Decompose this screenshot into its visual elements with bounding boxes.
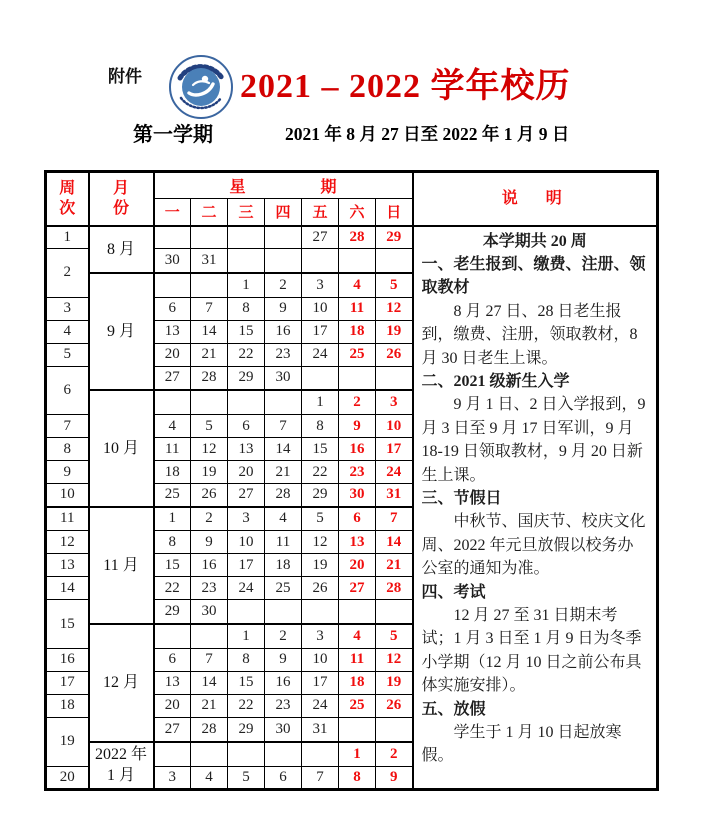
date-cell: 24 (376, 461, 413, 484)
date-cell: 5 (376, 624, 413, 648)
date-cell: 2 (265, 273, 302, 297)
date-cell: 16 (339, 438, 376, 461)
date-cell: 18 (154, 461, 191, 484)
date-cell: 20 (154, 343, 191, 366)
college-emblem-icon (168, 54, 234, 120)
date-cell: 18 (265, 554, 302, 577)
date-cell: 9 (376, 766, 413, 789)
date-cell: 14 (191, 320, 228, 343)
weekday-label: 四 (265, 199, 302, 226)
date-cell: 24 (228, 577, 265, 600)
date-cell: 2 (265, 624, 302, 648)
date-cell: 29 (228, 366, 265, 390)
semester-label: 第一学期 (133, 124, 213, 146)
date-cell (339, 600, 376, 624)
date-cell: 2 (191, 507, 228, 531)
date-cell (191, 390, 228, 414)
date-cell: 24 (302, 694, 339, 717)
week-number-cell: 15 (46, 600, 89, 649)
date-cell: 23 (265, 694, 302, 717)
date-cell: 10 (376, 415, 413, 438)
week-number-cell: 17 (46, 671, 89, 694)
date-cell: 28 (376, 577, 413, 600)
date-cell: 23 (191, 577, 228, 600)
month-cell (89, 273, 154, 391)
date-cell: 6 (154, 648, 191, 671)
date-cell: 29 (228, 717, 265, 741)
date-cell (228, 226, 265, 249)
date-cell: 4 (191, 766, 228, 789)
date-cell: 8 (339, 766, 376, 789)
date-cell: 27 (228, 484, 265, 507)
date-cell: 15 (228, 671, 265, 694)
date-cell: 21 (265, 461, 302, 484)
week-number-cell: 6 (46, 366, 89, 415)
date-cell: 4 (154, 415, 191, 438)
date-cell (154, 624, 191, 648)
date-cell: 13 (154, 320, 191, 343)
date-cell: 22 (302, 461, 339, 484)
date-cell: 28 (191, 366, 228, 390)
date-cell: 11 (265, 531, 302, 554)
weekday-group-header (154, 172, 413, 199)
date-cell: 26 (191, 484, 228, 507)
date-cell: 8 (228, 648, 265, 671)
weekday-label: 二 (191, 199, 228, 226)
date-cell: 18 (339, 320, 376, 343)
date-cell: 29 (154, 600, 191, 624)
date-cell: 11 (154, 438, 191, 461)
date-cell: 20 (154, 694, 191, 717)
notes-title: 本学期共 20 周 (482, 232, 587, 250)
date-cell (265, 249, 302, 273)
date-cell: 6 (154, 297, 191, 320)
note-section-heading: 二、2021 级新生入学 (421, 372, 570, 390)
date-cell: 1 (302, 390, 339, 414)
date-cell: 7 (376, 507, 413, 531)
month-cell-line: 8 月 (106, 240, 135, 258)
date-cell: 25 (265, 577, 302, 600)
date-cell: 17 (376, 438, 413, 461)
week-number-cell: 9 (46, 461, 89, 484)
week-number-cell: 4 (46, 320, 89, 343)
date-cell (376, 717, 413, 741)
date-cell: 14 (191, 671, 228, 694)
date-cell: 19 (302, 554, 339, 577)
date-cell (191, 273, 228, 297)
date-cell: 26 (302, 577, 339, 600)
date-cell: 21 (191, 343, 228, 366)
date-cell: 30 (339, 484, 376, 507)
date-cell: 29 (302, 484, 339, 507)
week-number-cell: 18 (46, 694, 89, 717)
date-cell: 27 (154, 717, 191, 741)
date-cell (339, 366, 376, 390)
date-cell: 28 (339, 226, 376, 249)
date-cell: 9 (265, 297, 302, 320)
date-cell: 19 (376, 671, 413, 694)
date-cell: 28 (191, 717, 228, 741)
notes-header: 说 明 (413, 172, 658, 226)
week-number-cell: 5 (46, 343, 89, 366)
weekday-label: 五 (302, 199, 339, 226)
month-cell-line: 2022 年 (94, 746, 147, 764)
week-number-cell: 2 (46, 249, 89, 298)
date-cell: 15 (228, 320, 265, 343)
week-number-cell: 8 (46, 438, 89, 461)
week-number-cell: 11 (46, 507, 89, 531)
month-header (89, 172, 154, 226)
note-section-body: 8 月 27 日、28 日老生报到，缴费、注册，领取教材，8 月 30 日老生上课。 (421, 302, 638, 367)
notes-content (422, 230, 649, 788)
date-cell: 3 (302, 624, 339, 648)
date-cell: 15 (302, 438, 339, 461)
semester-date-range: 2021 年 8 月 27 日至 2022 年 1 月 9 日 (285, 124, 570, 144)
date-cell: 18 (339, 671, 376, 694)
week-number-cell: 1 (46, 226, 89, 249)
date-cell: 17 (228, 554, 265, 577)
month-cell (89, 226, 154, 273)
calendar-row (46, 226, 658, 249)
date-cell: 4 (339, 624, 376, 648)
date-cell: 3 (302, 273, 339, 297)
month-cell (89, 390, 154, 506)
date-cell: 27 (154, 366, 191, 390)
date-cell (191, 624, 228, 648)
week-number-cell: 20 (46, 766, 89, 789)
month-cell (89, 507, 154, 625)
date-cell: 12 (302, 531, 339, 554)
date-cell (376, 366, 413, 390)
week-number-cell: 12 (46, 531, 89, 554)
week-number-cell: 3 (46, 297, 89, 320)
date-cell: 20 (228, 461, 265, 484)
calendar-table (44, 170, 659, 791)
date-cell: 1 (154, 507, 191, 531)
date-cell: 23 (265, 343, 302, 366)
date-cell (154, 742, 191, 766)
date-cell: 11 (339, 297, 376, 320)
weekday-label: 三 (228, 199, 265, 226)
date-cell (302, 600, 339, 624)
date-cell: 2 (376, 742, 413, 766)
note-section-heading: 三、节假日 (421, 489, 502, 507)
date-cell: 11 (339, 648, 376, 671)
date-cell: 7 (191, 648, 228, 671)
date-cell: 8 (302, 415, 339, 438)
date-cell: 1 (228, 624, 265, 648)
date-cell: 3 (228, 507, 265, 531)
note-section-body: 中秋节、国庆节、校庆文化周、2022 年元旦放假以校务办公室的通知为准。 (421, 513, 646, 578)
date-cell: 4 (339, 273, 376, 297)
date-cell: 5 (302, 507, 339, 531)
date-cell: 13 (154, 671, 191, 694)
week-number-cell: 10 (46, 484, 89, 507)
weekday-group-char: 星 (229, 179, 246, 196)
date-cell: 16 (191, 554, 228, 577)
month-cell (89, 742, 154, 789)
date-cell: 6 (228, 415, 265, 438)
date-cell: 12 (376, 648, 413, 671)
attachment-label: 附件 (108, 67, 142, 86)
date-cell: 22 (228, 694, 265, 717)
date-cell: 1 (228, 273, 265, 297)
note-section-heading: 五、放假 (421, 700, 486, 718)
date-cell: 13 (339, 531, 376, 554)
date-cell: 22 (228, 343, 265, 366)
date-cell: 12 (376, 297, 413, 320)
date-cell (376, 249, 413, 273)
date-cell: 21 (376, 554, 413, 577)
date-cell: 10 (302, 648, 339, 671)
date-cell (228, 600, 265, 624)
note-section-body: 9 月 1 日、2 日入学报到，9 月 3 日至 9 月 17 日军训，9 月 18-19 日领取教材，9 月 20 日新生上课。 (421, 396, 646, 484)
date-cell: 30 (191, 600, 228, 624)
date-cell (228, 249, 265, 273)
date-cell (302, 249, 339, 273)
date-cell: 9 (191, 531, 228, 554)
date-cell: 17 (302, 671, 339, 694)
date-cell (376, 600, 413, 624)
date-cell (228, 742, 265, 766)
date-cell: 1 (339, 742, 376, 766)
month-cell-line: 9 月 (106, 323, 135, 341)
date-cell: 5 (191, 415, 228, 438)
date-cell: 3 (154, 766, 191, 789)
date-cell: 19 (191, 461, 228, 484)
date-cell (302, 366, 339, 390)
date-cell: 24 (302, 343, 339, 366)
date-cell: 12 (191, 438, 228, 461)
week-number-cell: 13 (46, 554, 89, 577)
date-cell: 25 (339, 343, 376, 366)
date-cell: 4 (265, 507, 302, 531)
month-header-line: 份 (112, 199, 129, 217)
date-cell (265, 742, 302, 766)
date-cell: 20 (339, 554, 376, 577)
month-cell-line: 1 月 (106, 767, 135, 785)
date-cell (154, 390, 191, 414)
date-cell: 31 (191, 249, 228, 273)
date-cell (154, 273, 191, 297)
note-section-heading: 一、老生报到、缴费、注册、领取教材 (421, 255, 646, 297)
date-cell: 22 (154, 577, 191, 600)
date-cell: 30 (265, 717, 302, 741)
note-section-body: 12 月 27 至 31 日期末考试；1 月 3 日至 1 月 9 日为冬季小学期（12 月 10 日之前公布具体实施安排）。 (421, 607, 642, 695)
date-cell: 31 (302, 717, 339, 741)
date-cell: 28 (265, 484, 302, 507)
date-cell: 30 (154, 249, 191, 273)
date-cell: 5 (376, 273, 413, 297)
weekday-label: 日 (376, 199, 413, 226)
date-cell: 27 (339, 577, 376, 600)
date-cell (302, 742, 339, 766)
date-cell: 10 (228, 531, 265, 554)
date-cell: 9 (339, 415, 376, 438)
date-cell (191, 226, 228, 249)
date-cell: 26 (376, 343, 413, 366)
date-cell: 10 (302, 297, 339, 320)
date-cell: 7 (302, 766, 339, 789)
week-header-line: 周 (59, 179, 76, 197)
date-cell: 7 (265, 415, 302, 438)
date-cell: 8 (228, 297, 265, 320)
date-cell: 15 (154, 554, 191, 577)
date-cell (228, 390, 265, 414)
date-cell: 29 (376, 226, 413, 249)
date-cell: 13 (228, 438, 265, 461)
date-cell (265, 390, 302, 414)
calendar-head (46, 172, 658, 226)
date-cell: 2 (339, 390, 376, 414)
date-cell: 31 (376, 484, 413, 507)
week-header-line: 次 (59, 199, 76, 217)
date-cell: 21 (191, 694, 228, 717)
date-cell (265, 226, 302, 249)
date-cell: 3 (376, 390, 413, 414)
date-cell: 8 (154, 531, 191, 554)
week-number-cell: 14 (46, 577, 89, 600)
date-cell: 25 (339, 694, 376, 717)
date-cell: 16 (265, 671, 302, 694)
notes-panel (413, 226, 658, 790)
note-section-heading: 四、考试 (421, 583, 486, 601)
date-cell: 17 (302, 320, 339, 343)
date-cell: 14 (265, 438, 302, 461)
month-cell (89, 624, 154, 742)
month-header-line: 月 (112, 179, 129, 197)
month-cell-line: 10 月 (102, 439, 139, 457)
month-cell-line: 11 月 (103, 556, 139, 574)
date-cell (339, 249, 376, 273)
date-cell: 6 (265, 766, 302, 789)
date-cell: 14 (376, 531, 413, 554)
date-cell: 5 (228, 766, 265, 789)
date-cell: 19 (376, 320, 413, 343)
week-number-header (46, 172, 89, 226)
date-cell: 7 (191, 297, 228, 320)
college-logo (168, 54, 234, 120)
date-cell: 23 (339, 461, 376, 484)
page-title: 2021 – 2022 学年校历 (240, 68, 571, 105)
week-number-cell: 19 (46, 717, 89, 766)
weekday-label: 一 (154, 199, 191, 226)
weekday-group-char: 期 (320, 179, 337, 196)
date-cell: 27 (302, 226, 339, 249)
note-section-body: 学生于 1 月 10 日起放寒假。 (421, 724, 622, 765)
weekday-label: 六 (339, 199, 376, 226)
date-cell: 25 (154, 484, 191, 507)
date-cell (154, 226, 191, 249)
date-cell: 6 (339, 507, 376, 531)
weekday-group-flex (155, 174, 412, 197)
date-cell (265, 600, 302, 624)
date-cell: 16 (265, 320, 302, 343)
week-number-cell: 16 (46, 648, 89, 671)
date-cell: 30 (265, 366, 302, 390)
date-cell (339, 717, 376, 741)
calendar-body (46, 226, 658, 790)
date-cell: 26 (376, 694, 413, 717)
month-cell-line: 12 月 (102, 674, 139, 692)
date-cell: 9 (265, 648, 302, 671)
calendar-table-wrapper (44, 170, 659, 791)
week-number-cell: 7 (46, 415, 89, 438)
date-cell (191, 742, 228, 766)
header-row-1 (46, 172, 658, 199)
